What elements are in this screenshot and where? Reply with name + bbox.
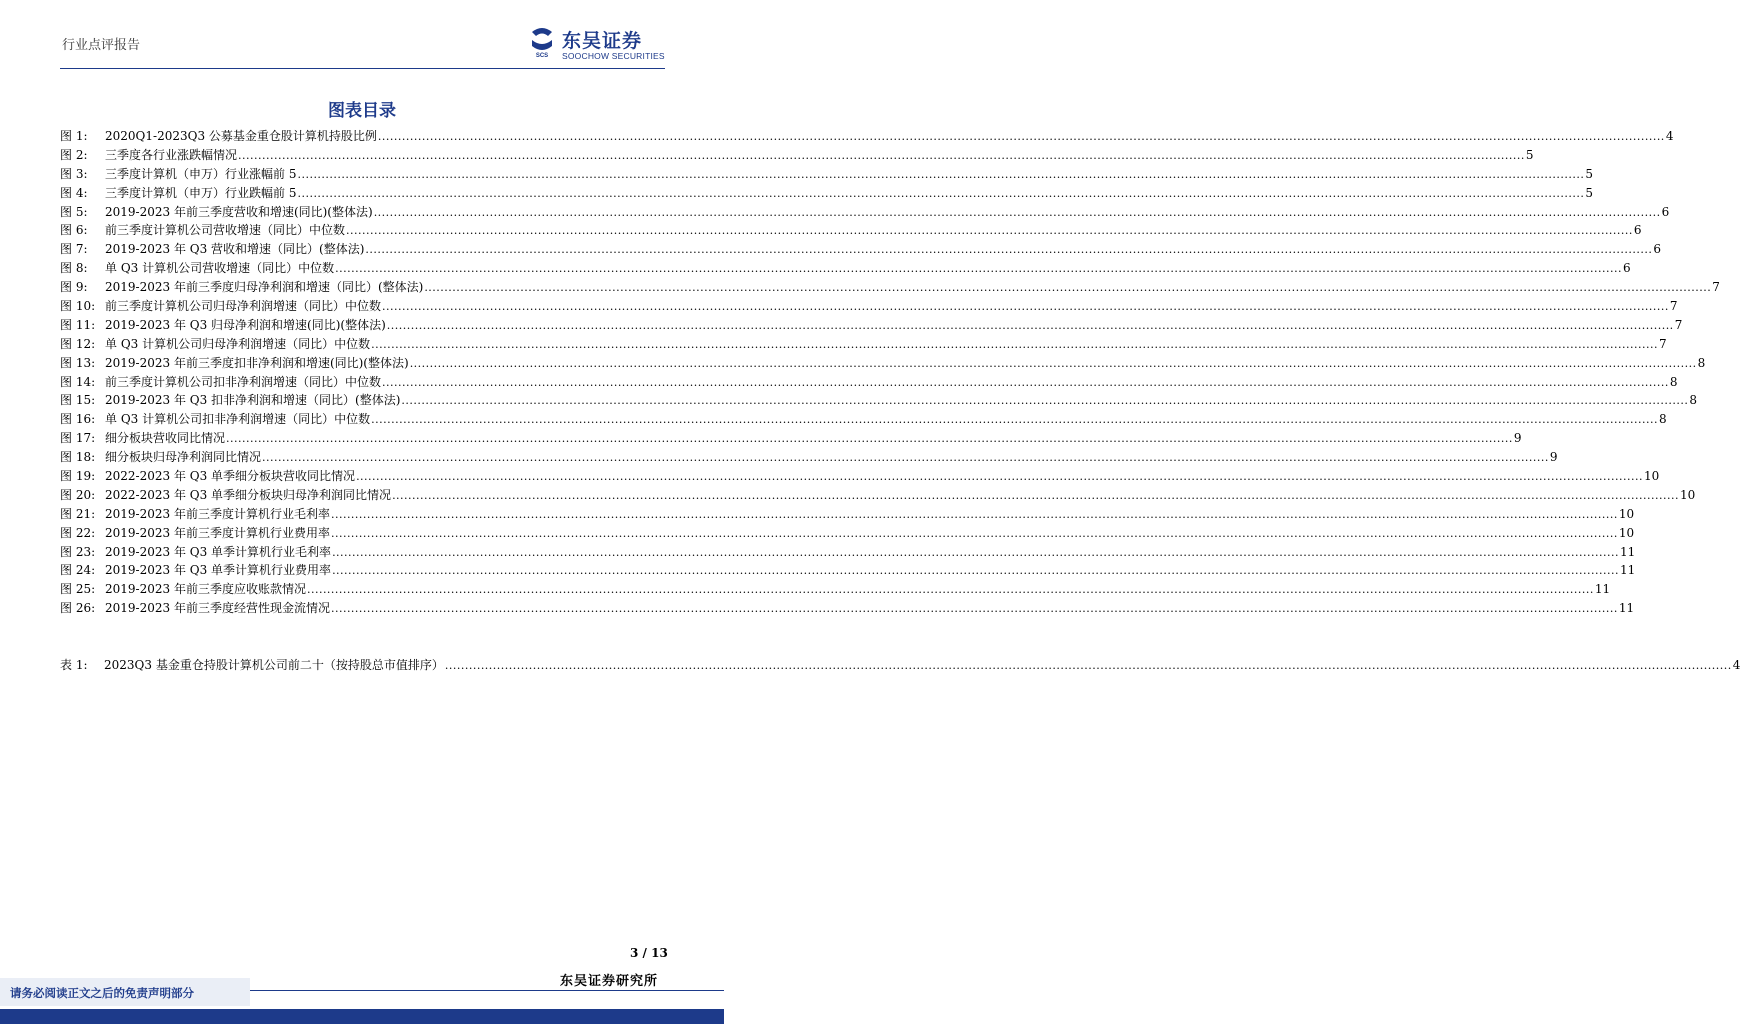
- toc-figure-entry[interactable]: [60, 259, 1631, 278]
- dot-leader: [378, 127, 1665, 146]
- entry-page: 11: [1618, 601, 1635, 616]
- entry-body: [105, 599, 1635, 618]
- page-number: 3 / 13: [630, 946, 668, 960]
- company-logo: [528, 26, 678, 62]
- dot-leader: [371, 335, 1658, 354]
- entry-title: 单 Q3 计算机公司归母净利润增速（同比）中位数: [105, 336, 371, 351]
- entry-body: [105, 486, 1696, 505]
- entry-title: 2019-2023 年前三季度计算机行业费用率: [105, 525, 330, 540]
- entry-label: 图 7:: [60, 242, 88, 257]
- entry-body: [105, 410, 1667, 429]
- entry-title: 2023Q3 基金重仓持股计算机公司前二十（按持股总市值排序）: [104, 658, 444, 672]
- entry-title: 2019-2023 年前三季度计算机行业毛利率: [105, 506, 330, 521]
- entry-body: [105, 561, 1636, 580]
- entry-page: 8: [1697, 355, 1706, 370]
- entry-body: [105, 221, 1642, 240]
- entry-page: 7: [1712, 280, 1720, 295]
- entry-title: 2019-2023 年 Q3 单季计算机行业费用率: [105, 563, 332, 578]
- entry-label: 图 15:: [60, 393, 96, 408]
- dot-leader: [356, 467, 1643, 486]
- entry-body: [105, 278, 1720, 297]
- toc-figure-entry[interactable]: [60, 486, 1696, 505]
- entry-title: 2022-2023 年 Q3 单季细分板块营收同比情况: [105, 469, 356, 484]
- entry-label: 图 4:: [60, 185, 88, 200]
- entry-page: 5: [1585, 166, 1593, 181]
- toc-figure-entry[interactable]: [60, 127, 1674, 146]
- dot-leader: [424, 278, 1711, 297]
- toc-figure-entry[interactable]: [60, 580, 1611, 599]
- toc-figure-entry[interactable]: [60, 335, 1667, 354]
- entry-label: 图 18:: [60, 450, 96, 465]
- dot-leader: [401, 391, 1688, 410]
- dot-leader: [346, 221, 1633, 240]
- toc-figure-entry[interactable]: [60, 410, 1667, 429]
- entry-title: 三季度计算机（申万）行业涨幅前 5: [105, 166, 297, 181]
- entry-label: 图 12:: [60, 336, 96, 351]
- entry-label: 图 8:: [60, 261, 88, 276]
- entry-label: 图 23:: [60, 544, 96, 559]
- dot-leader: [331, 505, 1618, 524]
- entry-page: 10: [1618, 506, 1635, 521]
- entry-title: 前三季度计算机公司归母净利润增速（同比）中位数: [105, 299, 382, 314]
- entry-title: 前三季度计算机公司营收增速（同比）中位数: [105, 223, 346, 238]
- entry-title: 单 Q3 计算机公司扣非净利润增速（同比）中位数: [105, 412, 371, 427]
- entry-body: [105, 127, 1674, 146]
- dot-leader: [382, 373, 1669, 392]
- entry-title: 2020Q1-2023Q3 公募基金重仓股计算机持股比例: [105, 129, 377, 143]
- entry-body: [105, 165, 1593, 184]
- toc-figure-entry[interactable]: [60, 599, 1635, 618]
- entry-title: 2019-2023 年前三季度扣非净利润和增速(同比)(整体法): [105, 355, 409, 370]
- svg-text:SCS: SCS: [535, 53, 549, 59]
- entry-label: 图 2:: [60, 147, 88, 162]
- entry-body: [105, 240, 1661, 259]
- entry-title: 2019-2023 年 Q3 归母净利润和增速(同比)(整体法): [105, 317, 386, 332]
- entry-body: [105, 580, 1611, 599]
- entry-page: 6: [1623, 261, 1631, 276]
- dot-leader: [262, 448, 1549, 467]
- toc-figure-entry[interactable]: [60, 505, 1635, 524]
- entry-page: 7: [1674, 317, 1683, 332]
- toc-figure-entry[interactable]: [60, 316, 1683, 335]
- entry-title: 2019-2023 年 Q3 扣非净利润和增速（同比）(整体法): [105, 393, 401, 408]
- dot-leader: [374, 203, 1661, 222]
- header-category: 行业点评报告: [62, 38, 141, 53]
- entry-title: 2022-2023 年 Q3 单季细分板块归母净利润同比情况: [105, 487, 392, 502]
- entry-page: 8: [1689, 393, 1697, 408]
- entry-body: [105, 316, 1683, 335]
- entry-page: 10: [1618, 525, 1635, 540]
- toc-figure-entry[interactable]: [60, 391, 1697, 410]
- dot-leader: [387, 316, 1674, 335]
- entry-page: 8: [1669, 374, 1678, 389]
- header-divider: [60, 68, 665, 69]
- dot-leader: [238, 146, 1525, 165]
- entry-body: [105, 429, 1522, 448]
- toc-figure-entry[interactable]: [60, 354, 1706, 373]
- entry-title: 2019-2023 年前三季度应收账款情况: [105, 582, 306, 597]
- entry-page: 5: [1585, 185, 1593, 200]
- entry-page: 11: [1594, 582, 1611, 597]
- entry-label: 图 17:: [60, 431, 96, 446]
- toc-figure-entry[interactable]: [60, 297, 1678, 316]
- entry-page: 9: [1549, 450, 1558, 465]
- entry-page: 11: [1619, 563, 1636, 578]
- dot-leader: [335, 259, 1622, 278]
- toc-figure-entry[interactable]: [60, 203, 1670, 222]
- entry-body: [105, 184, 1593, 203]
- entry-page: 7: [1659, 336, 1667, 351]
- figure-list: [60, 127, 1720, 618]
- entry-label: 表 1:: [60, 658, 88, 672]
- entry-label: 图 9:: [60, 280, 88, 295]
- entry-body: [105, 297, 1678, 316]
- entry-body: [105, 259, 1631, 278]
- entry-page: 6: [1661, 204, 1670, 219]
- entry-label: 图 22:: [60, 525, 96, 540]
- entry-page: 9: [1513, 431, 1522, 446]
- dot-leader: [445, 656, 1732, 675]
- entry-page: 10: [1679, 487, 1696, 502]
- entry-label: 图 19:: [60, 469, 96, 484]
- toc-figure-entry[interactable]: [60, 561, 1636, 580]
- entry-label: 图 20:: [60, 487, 96, 502]
- entry-title: 单 Q3 计算机公司营收增速（同比）中位数: [105, 261, 335, 276]
- entry-title: 2019-2023 年前三季度营收和增速(同比)(整体法): [105, 204, 373, 219]
- entry-body: [105, 467, 1660, 486]
- entry-label: 图 14:: [60, 374, 96, 389]
- entry-page: 6: [1633, 223, 1642, 238]
- entry-page: 6: [1653, 242, 1661, 257]
- entry-body: [105, 335, 1667, 354]
- entry-body: [105, 373, 1678, 392]
- entry-title: 2019-2023 年 Q3 营收和增速（同比）(整体法): [105, 242, 365, 257]
- entry-title: 细分板块归母净利润同比情况: [105, 450, 262, 465]
- dot-leader: [297, 165, 1584, 184]
- entry-page: 10: [1643, 469, 1660, 484]
- entry-label: 图 6:: [60, 223, 88, 238]
- entry-page: 7: [1669, 299, 1678, 314]
- entry-body: [105, 146, 1534, 165]
- entry-page: 4: [1732, 658, 1740, 672]
- entry-label: 图 25:: [60, 582, 96, 597]
- entry-label: 图 1:: [60, 129, 88, 143]
- logo-english-name: SOOCHOW SECURITIES: [562, 51, 665, 61]
- logo-chinese-name: 东吴证券: [562, 30, 643, 52]
- entry-title: 细分板块营收同比情况: [105, 431, 226, 446]
- entry-body: [105, 543, 1636, 562]
- entry-label: 图 10:: [60, 299, 96, 314]
- dot-leader: [332, 561, 1619, 580]
- dot-leader: [226, 429, 1513, 448]
- table-list: [60, 656, 1740, 675]
- toc-figure-entry[interactable]: [60, 373, 1678, 392]
- toc-figure-entry[interactable]: [60, 543, 1636, 562]
- toc-figure-entry[interactable]: [60, 467, 1660, 486]
- entry-page: 4: [1665, 129, 1674, 143]
- entry-body: [105, 524, 1635, 543]
- entry-title: 前三季度计算机公司扣非净利润增速（同比）中位数: [105, 374, 382, 389]
- toc-figure-entry[interactable]: [60, 278, 1720, 297]
- entry-body: [105, 391, 1697, 410]
- entry-page: 11: [1619, 544, 1636, 559]
- entry-title: 2019-2023 年 Q3 单季计算机行业毛利率: [105, 544, 332, 559]
- dot-leader: [307, 580, 1594, 599]
- entry-title: 三季度计算机（申万）行业跌幅前 5: [105, 185, 297, 200]
- toc-figure-entry[interactable]: [60, 524, 1635, 543]
- dot-leader: [382, 297, 1669, 316]
- dot-leader: [331, 524, 1618, 543]
- entry-body: [104, 656, 1740, 675]
- entry-label: 图 24:: [60, 563, 96, 578]
- entry-label: 图 16:: [60, 412, 96, 427]
- entry-label: 图 13:: [60, 355, 96, 370]
- entry-label: 图 26:: [60, 601, 96, 616]
- dot-leader: [410, 354, 1697, 373]
- entry-title: 2019-2023 年前三季度经营性现金流情况: [105, 601, 330, 616]
- page-title: 图表目录: [328, 101, 396, 121]
- entry-label: 图 21:: [60, 506, 96, 521]
- entry-page: 5: [1525, 147, 1534, 162]
- toc-figure-entry[interactable]: [60, 429, 1522, 448]
- toc-figure-entry[interactable]: [60, 448, 1558, 467]
- toc-table-entry[interactable]: [60, 656, 1740, 675]
- entry-page: 8: [1659, 412, 1667, 427]
- toc-figure-entry[interactable]: [60, 240, 1661, 259]
- entry-label: 图 3:: [60, 166, 88, 181]
- toc-figure-entry[interactable]: [60, 165, 1593, 184]
- entry-body: [105, 448, 1558, 467]
- entry-body: [105, 203, 1670, 222]
- footer-disclaimer[interactable]: 请务必阅读正文之后的免责声明部分: [10, 986, 194, 1000]
- entry-title: 三季度各行业涨跌幅情况: [105, 147, 238, 162]
- scs-logo-icon: [528, 26, 556, 58]
- entry-label: 图 11:: [60, 317, 96, 332]
- entry-label: 图 5:: [60, 204, 88, 219]
- entry-body: [105, 505, 1635, 524]
- footer-org: 东吴证券研究所: [560, 974, 659, 989]
- toc-figure-entry[interactable]: [60, 146, 1534, 165]
- entry-body: [105, 354, 1706, 373]
- dot-leader: [331, 599, 1618, 618]
- entry-title: 2019-2023 年前三季度归母净利润和增速（同比）(整体法): [105, 280, 424, 295]
- dot-leader: [297, 184, 1584, 203]
- toc-figure-entry[interactable]: [60, 184, 1593, 203]
- toc-figure-entry[interactable]: [60, 221, 1642, 240]
- dot-leader: [392, 486, 1679, 505]
- dot-leader: [332, 543, 1619, 562]
- dot-leader: [371, 410, 1658, 429]
- footer-bar: [0, 1009, 724, 1024]
- dot-leader: [365, 240, 1652, 259]
